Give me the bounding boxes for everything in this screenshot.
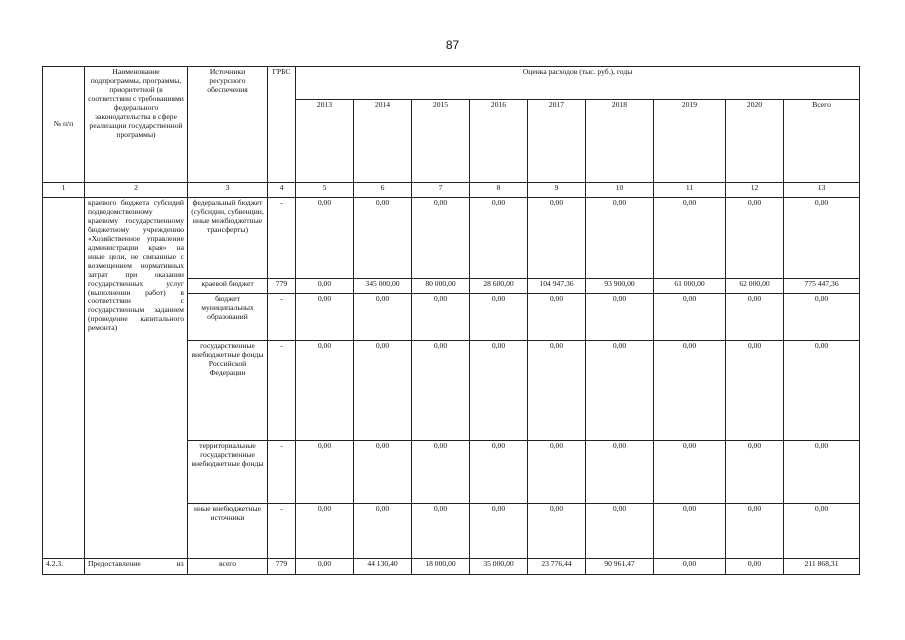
column-number: 6 bbox=[354, 183, 412, 198]
value-cell: 0,00 bbox=[726, 504, 784, 559]
table-row bbox=[43, 198, 860, 279]
column-number: 9 bbox=[528, 183, 586, 198]
column-number: 1 bbox=[43, 183, 85, 198]
grbs-code: - bbox=[268, 198, 296, 279]
value-cell: 345 000,00 bbox=[354, 279, 412, 294]
header-year: 2013 bbox=[296, 100, 354, 183]
value-cell: 0,00 bbox=[296, 441, 354, 504]
header-year: 2020 bbox=[726, 100, 784, 183]
column-number: 4 bbox=[268, 183, 296, 198]
value-cell: 0,00 bbox=[726, 294, 784, 341]
value-cell: 0,00 bbox=[586, 198, 654, 279]
value-cell: 0,00 bbox=[586, 294, 654, 341]
value-cell: 0,00 bbox=[586, 504, 654, 559]
header-year: 2014 bbox=[354, 100, 412, 183]
column-number: 8 bbox=[470, 183, 528, 198]
value-cell: 35 000,00 bbox=[470, 559, 528, 575]
value-cell: 0,00 bbox=[470, 294, 528, 341]
value-cell: 23 776,44 bbox=[528, 559, 586, 575]
column-number: 12 bbox=[726, 183, 784, 198]
value-cell: 0,00 bbox=[412, 198, 470, 279]
funding-source: территориальные государственные внебюджетные фонды bbox=[188, 441, 268, 504]
value-cell: 44 130,40 bbox=[354, 559, 412, 575]
value-cell: 0,00 bbox=[354, 294, 412, 341]
value-cell: 0,00 bbox=[654, 441, 726, 504]
total-cell: 775 447,36 bbox=[784, 279, 860, 294]
value-cell: 80 000,00 bbox=[412, 279, 470, 294]
header-grbs: ГРБС bbox=[268, 67, 296, 183]
value-cell: 0,00 bbox=[296, 198, 354, 279]
value-cell: 0,00 bbox=[528, 504, 586, 559]
value-cell: 93 900,00 bbox=[586, 279, 654, 294]
grbs-code: 779 bbox=[268, 559, 296, 575]
grbs-code: 779 bbox=[268, 279, 296, 294]
column-number: 13 bbox=[784, 183, 860, 198]
value-cell: 0,00 bbox=[654, 198, 726, 279]
value-cell: 0,00 bbox=[528, 198, 586, 279]
funding-source: краевой бюджет bbox=[188, 279, 268, 294]
value-cell: 0,00 bbox=[412, 504, 470, 559]
value-cell: 0,00 bbox=[528, 294, 586, 341]
total-cell: 0,00 bbox=[784, 504, 860, 559]
funding-source: государственные внебюджетные фонды Российской Федерации bbox=[188, 341, 268, 441]
value-cell: 61 000,00 bbox=[654, 279, 726, 294]
funding-source: бюджет муниципальных образований bbox=[188, 294, 268, 341]
value-cell: 0,00 bbox=[296, 341, 354, 441]
item-number bbox=[43, 198, 85, 559]
column-number: 11 bbox=[654, 183, 726, 198]
value-cell: 90 961,47 bbox=[586, 559, 654, 575]
value-cell: 0,00 bbox=[296, 294, 354, 341]
value-cell: 0,00 bbox=[470, 504, 528, 559]
column-number: 10 bbox=[586, 183, 654, 198]
header-year: 2016 bbox=[470, 100, 528, 183]
header-year: 2015 bbox=[412, 100, 470, 183]
value-cell: 0,00 bbox=[470, 441, 528, 504]
value-cell: 0,00 bbox=[726, 559, 784, 575]
column-number: 7 bbox=[412, 183, 470, 198]
item-name: Предоставление из bbox=[85, 559, 188, 575]
header-source: Источники ресурсного обеспечения bbox=[188, 67, 268, 183]
total-cell: 0,00 bbox=[784, 198, 860, 279]
value-cell: 0,00 bbox=[528, 441, 586, 504]
total-cell: 0,00 bbox=[784, 441, 860, 504]
grbs-code: - bbox=[268, 294, 296, 341]
value-cell: 0,00 bbox=[654, 294, 726, 341]
value-cell: 0,00 bbox=[654, 559, 726, 575]
value-cell: 0,00 bbox=[528, 341, 586, 441]
funding-source: иные внебюджетные источники bbox=[188, 504, 268, 559]
grbs-code: - bbox=[268, 504, 296, 559]
column-number: 2 bbox=[85, 183, 188, 198]
value-cell: 0,00 bbox=[354, 341, 412, 441]
header-year: 2017 bbox=[528, 100, 586, 183]
value-cell: 62 000,00 bbox=[726, 279, 784, 294]
value-cell: 0,00 bbox=[726, 198, 784, 279]
value-cell: 0,00 bbox=[354, 504, 412, 559]
item-name: краевого бюджета субсидий подведомственному краевому государственному бюджетному учреждению «Хозяйственное управление администрации края» на иные цели, не связанные с возмещением нормативных затрат при оказании государственных услуг (выполнении работ) в соответствии с государственным заданием (проведение капитального ремонта) bbox=[85, 198, 188, 559]
value-cell: 0,00 bbox=[470, 341, 528, 441]
value-cell: 0,00 bbox=[296, 559, 354, 575]
value-cell: 0,00 bbox=[586, 341, 654, 441]
header-num: № п/п bbox=[43, 67, 85, 183]
value-cell: 0,00 bbox=[354, 198, 412, 279]
header-year: 2018 bbox=[586, 100, 654, 183]
value-cell: 0,00 bbox=[412, 441, 470, 504]
total-cell: 0,00 bbox=[784, 341, 860, 441]
value-cell: 0,00 bbox=[726, 441, 784, 504]
header-name: Наименование подпрограммы, программы, приоритетной (в соответствии с требованиями федерального законодательства в сфере реализации государственной программы) bbox=[85, 67, 188, 183]
value-cell: 28 600,00 bbox=[470, 279, 528, 294]
value-cell: 0,00 bbox=[726, 341, 784, 441]
value-cell: 0,00 bbox=[586, 441, 654, 504]
column-number: 3 bbox=[188, 183, 268, 198]
funding-source: федеральный бюджет (субсидии, субвенции, иные межбюджетные трансферты) bbox=[188, 198, 268, 279]
item-number: 4.2.3. bbox=[43, 559, 85, 575]
value-cell: 0,00 bbox=[412, 341, 470, 441]
value-cell: 0,00 bbox=[296, 279, 354, 294]
grbs-code: - bbox=[268, 341, 296, 441]
value-cell: 18 000,00 bbox=[412, 559, 470, 575]
value-cell: 104 947,36 bbox=[528, 279, 586, 294]
table-row bbox=[43, 559, 860, 575]
value-cell: 0,00 bbox=[654, 341, 726, 441]
total-cell: 211 868,31 bbox=[784, 559, 860, 575]
header-estimate: Оценка расходов (тыс. руб.), годы bbox=[296, 67, 860, 100]
total-cell: 0,00 bbox=[784, 294, 860, 341]
value-cell: 0,00 bbox=[412, 294, 470, 341]
header-year: 2019 bbox=[654, 100, 726, 183]
grbs-code: - bbox=[268, 441, 296, 504]
page-number: 87 bbox=[445, 38, 460, 52]
column-number-row bbox=[43, 183, 860, 198]
funding-source: всего bbox=[188, 559, 268, 575]
expenditure-table bbox=[42, 66, 860, 575]
column-number: 5 bbox=[296, 183, 354, 198]
value-cell: 0,00 bbox=[654, 504, 726, 559]
header-total: Всего bbox=[784, 100, 860, 183]
value-cell: 0,00 bbox=[296, 504, 354, 559]
value-cell: 0,00 bbox=[470, 198, 528, 279]
value-cell: 0,00 bbox=[354, 441, 412, 504]
